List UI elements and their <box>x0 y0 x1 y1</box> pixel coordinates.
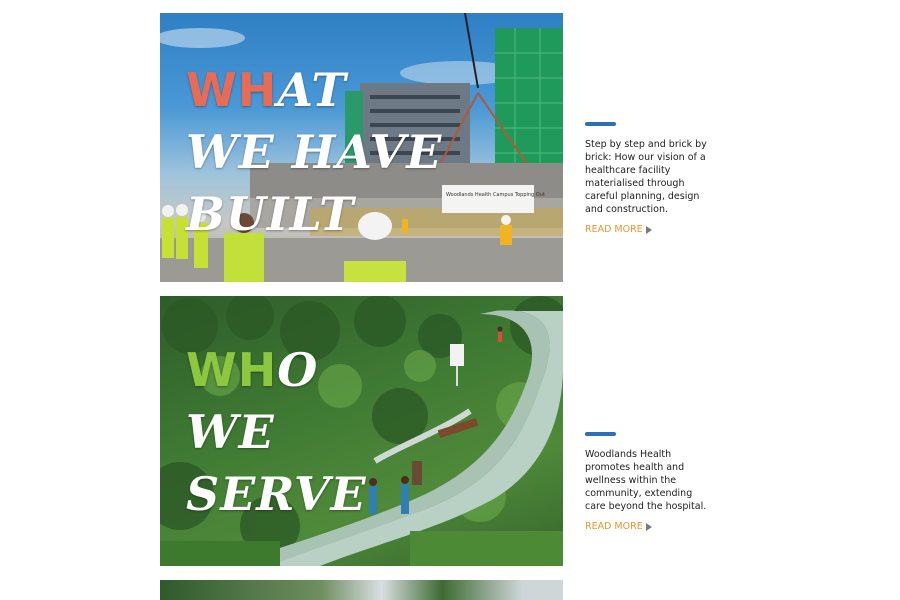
serve-headline-line2: WE <box>186 405 275 459</box>
read-more-label: READ MORE <box>585 521 643 532</box>
serve-read-more-link[interactable] <box>585 521 715 532</box>
section-accent-bar <box>585 432 616 436</box>
built-headline-accent: WH <box>186 63 278 117</box>
built-headline-line3: BUILT <box>186 187 355 241</box>
serve-summary <box>585 432 715 532</box>
serve-headline-line1 <box>186 339 367 401</box>
serve-headline-rest: O <box>277 343 319 397</box>
play-arrow-icon <box>646 226 652 234</box>
serve-headline-accent: WH <box>186 343 278 397</box>
built-headline-line1 <box>186 59 442 121</box>
built-headline <box>186 59 442 245</box>
built-headline-rest: AT <box>277 63 347 117</box>
topping-out-banner-text: Woodlands Health Campus Topping Out <box>446 192 545 198</box>
built-description: Step by step and brick by brick: How our vision of a healthcare facility materialised through careful planning, design and construction. <box>585 139 707 215</box>
serve-headline-line3: SERVE <box>186 467 367 521</box>
read-more-label: READ MORE <box>585 224 643 235</box>
serve-feature-card[interactable] <box>160 296 563 566</box>
built-read-more-link[interactable] <box>585 224 715 235</box>
built-summary <box>585 122 715 235</box>
built-headline-line2: WE HAVE <box>186 125 443 179</box>
serve-headline <box>186 339 367 525</box>
serve-description: Woodlands Health promotes health and wellness within the community, extending care beyond the hospital. <box>585 449 707 512</box>
section-accent-bar <box>585 122 616 126</box>
play-arrow-icon <box>646 523 652 531</box>
next-feature-card[interactable] <box>160 580 563 600</box>
built-feature-card[interactable] <box>160 13 563 282</box>
